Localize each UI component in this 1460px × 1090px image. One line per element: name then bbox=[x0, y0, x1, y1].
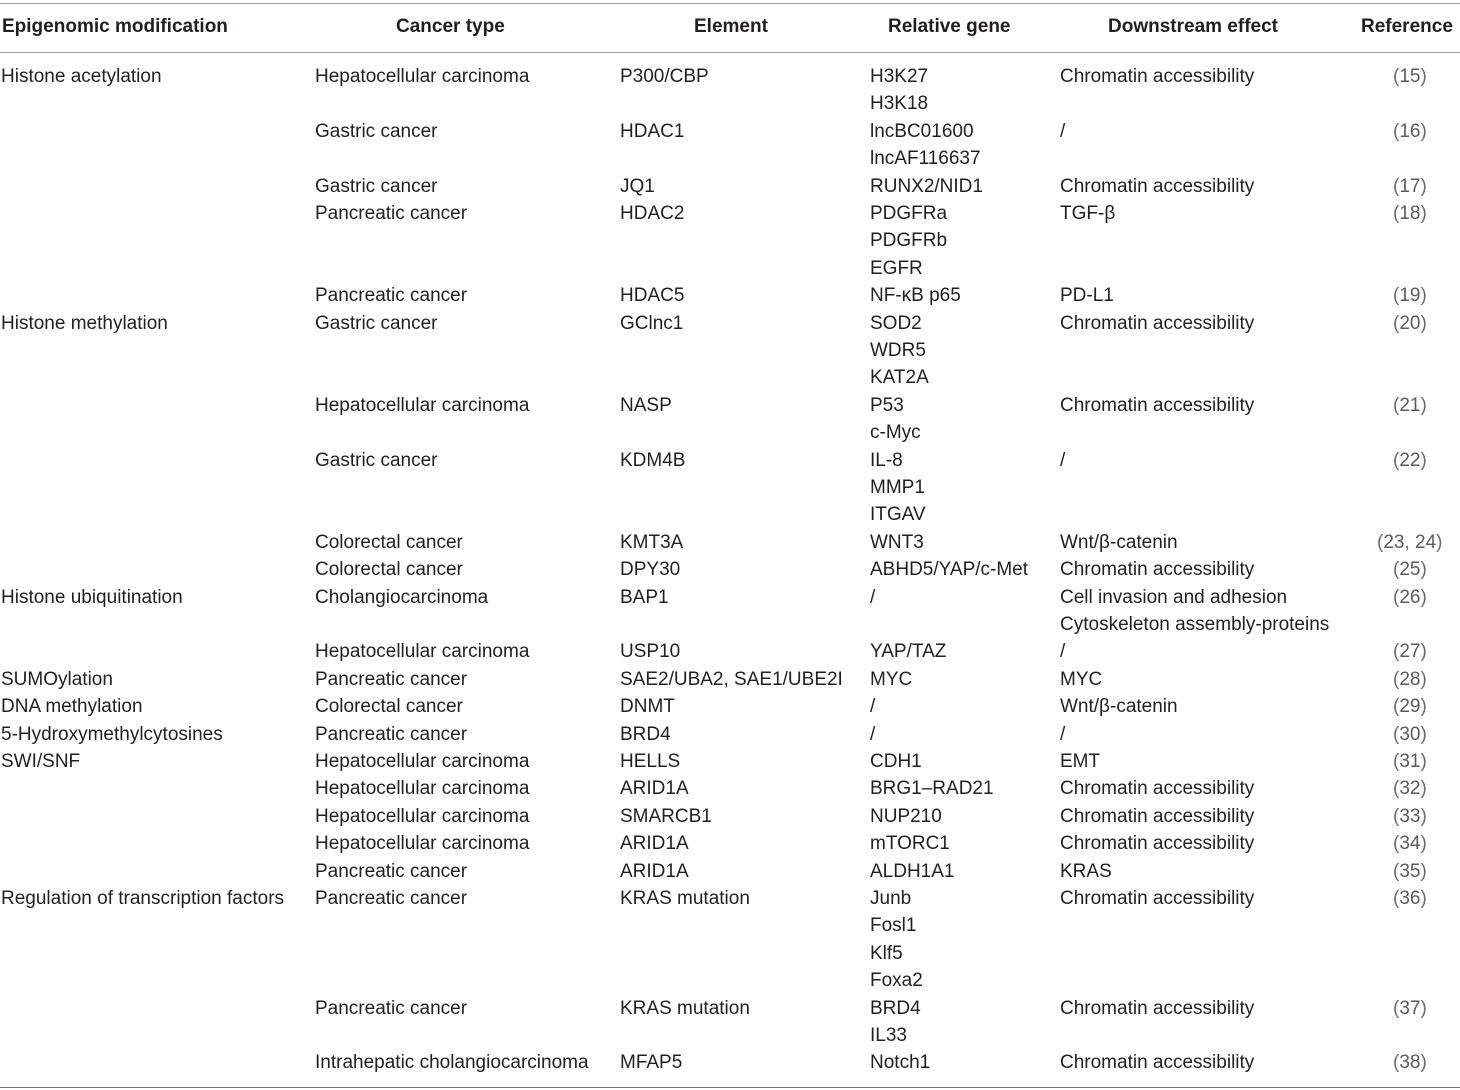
row-epigenomic-modification-line: Histone methylation bbox=[1, 312, 168, 334]
header-cancer-type: Cancer type bbox=[396, 16, 505, 37]
row-reference: (36) bbox=[1393, 888, 1427, 909]
relative-gene-item: NUP210 bbox=[870, 805, 942, 827]
reference-link[interactable]: 28 bbox=[1399, 668, 1421, 690]
row-element bbox=[620, 63, 709, 90]
relative-gene-item: PDGFRa bbox=[870, 203, 948, 224]
relative-gene-item: ITGAV bbox=[870, 504, 926, 526]
row-element bbox=[620, 310, 683, 337]
reference-link[interactable]: 22 bbox=[1399, 449, 1421, 471]
reference-link[interactable]: 38 bbox=[1399, 1052, 1421, 1074]
relative-gene-item: Fosl1 bbox=[870, 915, 917, 937]
row-cancer-type-line: Hepatocellular carcinoma bbox=[315, 805, 530, 827]
relative-gene-item: Klf5 bbox=[870, 942, 903, 964]
row-reference: (26) bbox=[1393, 586, 1427, 608]
relative-gene-item: Notch1 bbox=[870, 1052, 931, 1074]
downstream-effect-item: Chromatin accessibility bbox=[1060, 833, 1255, 855]
row-relative-gene bbox=[870, 556, 1028, 583]
row-relative-gene bbox=[870, 803, 942, 830]
reference-link[interactable]: 15 bbox=[1399, 66, 1421, 87]
reference-link[interactable]: 16 bbox=[1399, 120, 1421, 142]
reference-link[interactable]: 26 bbox=[1399, 586, 1421, 608]
row-cancer-type bbox=[315, 118, 437, 145]
row-relative-gene bbox=[870, 282, 961, 309]
row-reference: (22) bbox=[1393, 449, 1427, 471]
row-relative-gene bbox=[870, 529, 924, 556]
row-reference: (17) bbox=[1393, 175, 1427, 197]
row-downstream-effect bbox=[1060, 885, 1254, 912]
downstream-effect-item: Chromatin accessibility bbox=[1060, 805, 1255, 827]
row-cancer-type bbox=[315, 310, 437, 337]
row-element bbox=[620, 666, 843, 693]
row-epigenomic-modification-line: Histone acetylation bbox=[1, 66, 162, 87]
row-downstream-effect bbox=[1060, 173, 1254, 200]
reference-link[interactable]: 23 bbox=[1383, 531, 1405, 553]
row-reference: (19) bbox=[1393, 285, 1427, 307]
row-element-line: KRAS mutation bbox=[620, 888, 750, 909]
row-relative-gene bbox=[870, 173, 983, 200]
row-element-line: ARID1A bbox=[620, 860, 689, 882]
row-reference: (25) bbox=[1393, 559, 1427, 581]
downstream-effect-item: / bbox=[1060, 641, 1066, 663]
row-element-line: HDAC5 bbox=[620, 285, 685, 307]
header-relative-gene: Relative gene bbox=[888, 16, 1011, 37]
row-relative-gene bbox=[870, 830, 950, 857]
row-epigenomic-modification bbox=[1, 748, 80, 775]
row-element bbox=[620, 638, 680, 665]
row-cancer-type-line: Pancreatic cancer bbox=[315, 860, 468, 882]
row-relative-gene bbox=[870, 392, 921, 447]
row-cancer-type-line: Hepatocellular carcinoma bbox=[315, 641, 530, 663]
row-reference: (23, 24) bbox=[1377, 531, 1443, 553]
row-element-line: SMARCB1 bbox=[620, 805, 712, 827]
row-cancer-type bbox=[315, 638, 529, 665]
row-element-line: KDM4B bbox=[620, 449, 686, 471]
row-element bbox=[620, 173, 655, 200]
row-element-line: GClnc1 bbox=[620, 312, 684, 334]
row-cancer-type bbox=[315, 748, 529, 775]
downstream-effect-item: Chromatin accessibility bbox=[1060, 997, 1255, 1019]
row-element bbox=[620, 858, 689, 885]
reference-link[interactable]: 33 bbox=[1399, 805, 1421, 827]
row-element-line: ARID1A bbox=[620, 833, 689, 855]
row-reference: (18) bbox=[1393, 203, 1427, 224]
row-cancer-type bbox=[315, 1049, 589, 1076]
row-reference: (29) bbox=[1393, 696, 1427, 718]
row-relative-gene bbox=[870, 638, 946, 665]
relative-gene-item: PDGFRb bbox=[870, 230, 948, 252]
row-element-line: MFAP5 bbox=[620, 1052, 683, 1074]
reference-link[interactable]: 29 bbox=[1399, 696, 1421, 718]
row-downstream-effect bbox=[1060, 803, 1254, 830]
row-element bbox=[620, 584, 669, 611]
row-downstream-effect bbox=[1060, 858, 1112, 885]
row-cancer-type bbox=[315, 858, 467, 885]
row-element-line: DPY30 bbox=[620, 559, 681, 581]
reference-link[interactable]: 31 bbox=[1399, 751, 1421, 772]
relative-gene-item: IL-8 bbox=[870, 449, 903, 471]
row-epigenomic-modification bbox=[1, 721, 223, 748]
relative-gene-item: BRG1–RAD21 bbox=[870, 778, 994, 800]
downstream-effect-item: Chromatin accessibility bbox=[1060, 888, 1255, 909]
reference-link[interactable]: 36 bbox=[1399, 888, 1421, 909]
relative-gene-item: P53 bbox=[870, 394, 904, 416]
row-element-line: JQ1 bbox=[620, 175, 655, 197]
row-relative-gene bbox=[870, 666, 912, 693]
row-reference: (16) bbox=[1393, 120, 1427, 142]
row-relative-gene bbox=[870, 721, 875, 748]
reference-link[interactable]: 25 bbox=[1399, 559, 1421, 581]
row-reference: (32) bbox=[1393, 778, 1427, 800]
row-downstream-effect bbox=[1060, 282, 1114, 309]
row-cancer-type bbox=[315, 721, 467, 748]
row-relative-gene bbox=[870, 118, 981, 173]
row-cancer-type-line: Pancreatic cancer bbox=[315, 997, 468, 1019]
downstream-effect-item: MYC bbox=[1060, 668, 1103, 690]
row-downstream-effect bbox=[1060, 775, 1254, 802]
row-element-line: P300/CBP bbox=[620, 66, 709, 87]
row-downstream-effect bbox=[1060, 200, 1115, 227]
row-cancer-type-line: Gastric cancer bbox=[315, 175, 438, 197]
row-element-line: HELLS bbox=[620, 751, 681, 772]
row-element-line: DNMT bbox=[620, 696, 675, 718]
reference-link[interactable]: 35 bbox=[1399, 860, 1421, 882]
row-downstream-effect bbox=[1060, 556, 1254, 583]
row-epigenomic-modification-line: Regulation of transcription factors bbox=[1, 888, 285, 909]
reference-link[interactable]: 24 bbox=[1415, 531, 1437, 553]
row-relative-gene bbox=[870, 310, 929, 392]
row-cancer-type-line: Pancreatic cancer bbox=[315, 723, 468, 745]
row-element bbox=[620, 995, 750, 1022]
relative-gene-item: YAP/TAZ bbox=[870, 641, 947, 663]
row-epigenomic-modification-line: DNA methylation bbox=[1, 696, 143, 718]
row-cancer-type bbox=[315, 885, 467, 912]
reference-link[interactable]: 32 bbox=[1399, 778, 1421, 800]
row-reference: (27) bbox=[1393, 641, 1427, 663]
row-reference: (21) bbox=[1393, 394, 1427, 416]
row-cancer-type-line: Pancreatic cancer bbox=[315, 285, 468, 307]
row-element bbox=[620, 803, 712, 830]
downstream-effect-item: Chromatin accessibility bbox=[1060, 559, 1255, 581]
reference-link[interactable]: 19 bbox=[1399, 285, 1421, 307]
row-downstream-effect bbox=[1060, 748, 1100, 775]
row-cancer-type bbox=[315, 666, 467, 693]
row-cancer-type-line: Gastric cancer bbox=[315, 449, 438, 471]
row-cancer-type bbox=[315, 693, 463, 720]
downstream-effect-item: EMT bbox=[1060, 751, 1101, 772]
row-element bbox=[620, 282, 684, 309]
row-element-line: BAP1 bbox=[620, 586, 669, 608]
row-cancer-type-line: Cholangiocarcinoma bbox=[315, 586, 489, 608]
row-relative-gene bbox=[870, 1049, 930, 1076]
downstream-effect-item: Chromatin accessibility bbox=[1060, 175, 1255, 197]
row-element-line: KRAS mutation bbox=[620, 997, 750, 1019]
row-relative-gene bbox=[870, 200, 947, 282]
downstream-effect-item: / bbox=[1060, 723, 1066, 745]
row-reference: (28) bbox=[1393, 668, 1427, 690]
row-cancer-type-line: Colorectal cancer bbox=[315, 696, 463, 718]
row-element-line: NASP bbox=[620, 394, 672, 416]
row-downstream-effect bbox=[1060, 666, 1102, 693]
row-element bbox=[620, 1049, 682, 1076]
row-epigenomic-modification-line: Histone ubiquitination bbox=[1, 586, 183, 608]
relative-gene-item: ABHD5/YAP/c-Met bbox=[870, 559, 1029, 581]
row-downstream-effect bbox=[1060, 1049, 1254, 1076]
downstream-effect-item: Chromatin accessibility bbox=[1060, 1052, 1255, 1074]
relative-gene-item: KAT2A bbox=[870, 367, 929, 389]
row-epigenomic-modification bbox=[1, 584, 183, 611]
row-downstream-effect bbox=[1060, 63, 1254, 90]
downstream-effect-item: Chromatin accessibility bbox=[1060, 394, 1255, 416]
downstream-effect-item: Chromatin accessibility bbox=[1060, 778, 1255, 800]
downstream-effect-item: Cytoskeleton assembly-proteins bbox=[1060, 613, 1330, 635]
relative-gene-item: SOD2 bbox=[870, 312, 922, 334]
reference-link[interactable]: 34 bbox=[1399, 833, 1421, 855]
row-element-line: HDAC2 bbox=[620, 203, 685, 224]
downstream-effect-item: Chromatin accessibility bbox=[1060, 312, 1255, 334]
row-downstream-effect bbox=[1060, 447, 1065, 474]
row-element bbox=[620, 775, 689, 802]
row-cancer-type bbox=[315, 556, 463, 583]
row-cancer-type-line: Colorectal cancer bbox=[315, 531, 463, 553]
row-cancer-type-line: Pancreatic cancer bbox=[315, 888, 468, 909]
row-element bbox=[620, 885, 750, 912]
row-reference: (37) bbox=[1393, 997, 1427, 1019]
row-element bbox=[620, 200, 684, 227]
downstream-effect-item: TGF-β bbox=[1060, 203, 1116, 224]
row-relative-gene bbox=[870, 885, 923, 995]
relative-gene-item: Foxa2 bbox=[870, 970, 923, 992]
row-downstream-effect bbox=[1060, 584, 1329, 639]
row-relative-gene bbox=[870, 584, 875, 611]
header-element: Element bbox=[694, 16, 768, 37]
row-element bbox=[620, 721, 671, 748]
relative-gene-item: / bbox=[870, 696, 876, 718]
row-relative-gene bbox=[870, 775, 994, 802]
row-reference: (34) bbox=[1393, 833, 1427, 855]
row-downstream-effect bbox=[1060, 830, 1254, 857]
row-relative-gene bbox=[870, 748, 922, 775]
row-reference: (15) bbox=[1393, 66, 1427, 87]
row-downstream-effect bbox=[1060, 118, 1065, 145]
downstream-effect-item: PD-L1 bbox=[1060, 285, 1114, 307]
reference-link[interactable]: 27 bbox=[1399, 641, 1421, 663]
row-reference: (31) bbox=[1393, 751, 1427, 772]
downstream-effect-item: Wnt/β-catenin bbox=[1060, 696, 1178, 718]
row-element bbox=[620, 556, 680, 583]
row-cancer-type bbox=[315, 282, 467, 309]
relative-gene-item: IL33 bbox=[870, 1024, 907, 1046]
row-element-line: SAE2/UBA2, SAE1/UBE2I bbox=[620, 668, 843, 690]
relative-gene-item: MMP1 bbox=[870, 476, 925, 498]
reference-link[interactable]: 17 bbox=[1399, 175, 1421, 197]
relative-gene-item: CDH1 bbox=[870, 751, 922, 772]
row-cancer-type-line: Pancreatic cancer bbox=[315, 203, 468, 224]
row-epigenomic-modification-line: 5-Hydroxymethylcytosines bbox=[1, 723, 223, 745]
row-cancer-type-line: Colorectal cancer bbox=[315, 559, 463, 581]
row-relative-gene bbox=[870, 693, 875, 720]
relative-gene-item: RUNX2/NID1 bbox=[870, 175, 983, 197]
row-cancer-type bbox=[315, 584, 488, 611]
relative-gene-item: EGFR bbox=[870, 257, 923, 279]
row-cancer-type bbox=[315, 803, 529, 830]
row-cancer-type-line: Hepatocellular carcinoma bbox=[315, 778, 530, 800]
row-cancer-type bbox=[315, 995, 467, 1022]
header-downstream-effect: Downstream effect bbox=[1108, 16, 1278, 37]
relative-gene-item: ALDH1A1 bbox=[870, 860, 955, 882]
relative-gene-item: H3K18 bbox=[870, 93, 929, 115]
row-reference: (35) bbox=[1393, 860, 1427, 882]
relative-gene-item: c-Myc bbox=[870, 422, 921, 444]
row-reference: (20) bbox=[1393, 312, 1427, 334]
relative-gene-item: NF-κB p65 bbox=[870, 285, 961, 307]
row-reference: (38) bbox=[1393, 1052, 1427, 1074]
row-epigenomic-modification bbox=[1, 666, 113, 693]
relative-gene-item: MYC bbox=[870, 668, 913, 690]
row-cancer-type-line: Intrahepatic cholangiocarcinoma bbox=[315, 1052, 589, 1074]
downstream-effect-item: / bbox=[1060, 449, 1066, 471]
downstream-effect-item: / bbox=[1060, 120, 1066, 142]
header-epigenomic-modification: Epigenomic modification bbox=[2, 16, 228, 37]
row-downstream-effect bbox=[1060, 392, 1254, 419]
row-cancer-type bbox=[315, 173, 437, 200]
row-downstream-effect bbox=[1060, 721, 1065, 748]
reference-link[interactable]: 20 bbox=[1399, 312, 1421, 334]
row-cancer-type bbox=[315, 200, 467, 227]
row-cancer-type bbox=[315, 830, 529, 857]
row-cancer-type bbox=[315, 447, 437, 474]
row-element-line: HDAC1 bbox=[620, 120, 685, 142]
downstream-effect-item: KRAS bbox=[1060, 860, 1112, 882]
row-downstream-effect bbox=[1060, 693, 1178, 720]
row-relative-gene bbox=[870, 995, 921, 1050]
row-element-line: KMT3A bbox=[620, 531, 684, 553]
row-cancer-type-line: Hepatocellular carcinoma bbox=[315, 66, 530, 87]
relative-gene-item: lncBC01600 bbox=[870, 120, 974, 142]
row-element bbox=[620, 830, 689, 857]
row-reference: (30) bbox=[1393, 723, 1427, 745]
row-element bbox=[620, 529, 683, 556]
relative-gene-item: / bbox=[870, 586, 876, 608]
row-epigenomic-modification-line: SUMOylation bbox=[1, 668, 113, 690]
row-element bbox=[620, 748, 680, 775]
row-downstream-effect bbox=[1060, 310, 1254, 337]
relative-gene-item: WDR5 bbox=[870, 339, 926, 361]
row-element bbox=[620, 118, 684, 145]
relative-gene-item: BRD4 bbox=[870, 997, 921, 1019]
table-bottom-rule bbox=[0, 1087, 1460, 1088]
row-downstream-effect bbox=[1060, 529, 1178, 556]
row-cancer-type bbox=[315, 529, 463, 556]
row-element bbox=[620, 392, 672, 419]
reference-link[interactable]: 37 bbox=[1399, 997, 1421, 1019]
row-relative-gene bbox=[870, 447, 926, 529]
row-downstream-effect bbox=[1060, 638, 1065, 665]
row-relative-gene bbox=[870, 63, 928, 118]
row-cancer-type-line: Pancreatic cancer bbox=[315, 668, 468, 690]
row-cancer-type-line: Hepatocellular carcinoma bbox=[315, 833, 530, 855]
row-epigenomic-modification bbox=[1, 310, 168, 337]
header-reference: Reference bbox=[1361, 16, 1453, 37]
row-element-line: USP10 bbox=[620, 641, 681, 663]
row-relative-gene bbox=[870, 858, 955, 885]
row-element-line: BRD4 bbox=[620, 723, 671, 745]
row-cancer-type bbox=[315, 63, 529, 90]
row-element bbox=[620, 693, 675, 720]
relative-gene-item: H3K27 bbox=[870, 66, 929, 87]
relative-gene-item: Junb bbox=[870, 888, 912, 909]
relative-gene-item: mTORC1 bbox=[870, 833, 950, 855]
relative-gene-item: lncAF116637 bbox=[870, 148, 981, 170]
row-epigenomic-modification bbox=[1, 63, 162, 90]
reference-link[interactable]: 18 bbox=[1399, 203, 1421, 224]
row-epigenomic-modification-line: SWI/SNF bbox=[1, 751, 81, 772]
row-cancer-type bbox=[315, 392, 529, 419]
row-epigenomic-modification bbox=[1, 885, 284, 912]
row-cancer-type-line: Hepatocellular carcinoma bbox=[315, 751, 530, 772]
relative-gene-item: WNT3 bbox=[870, 531, 924, 553]
row-cancer-type bbox=[315, 775, 529, 802]
row-cancer-type-line: Gastric cancer bbox=[315, 312, 438, 334]
downstream-effect-item: Chromatin accessibility bbox=[1060, 66, 1255, 87]
row-element bbox=[620, 447, 685, 474]
reference-link[interactable]: 21 bbox=[1399, 394, 1421, 416]
row-reference: (33) bbox=[1393, 805, 1427, 827]
row-cancer-type-line: Hepatocellular carcinoma bbox=[315, 394, 530, 416]
downstream-effect-item: Cell invasion and adhesion bbox=[1060, 586, 1288, 608]
row-downstream-effect bbox=[1060, 995, 1254, 1022]
row-element-line: ARID1A bbox=[620, 778, 689, 800]
relative-gene-item: / bbox=[870, 723, 876, 745]
downstream-effect-item: Wnt/β-catenin bbox=[1060, 531, 1178, 553]
reference-link[interactable]: 30 bbox=[1399, 723, 1421, 745]
row-epigenomic-modification bbox=[1, 693, 143, 720]
row-cancer-type-line: Gastric cancer bbox=[315, 120, 438, 142]
